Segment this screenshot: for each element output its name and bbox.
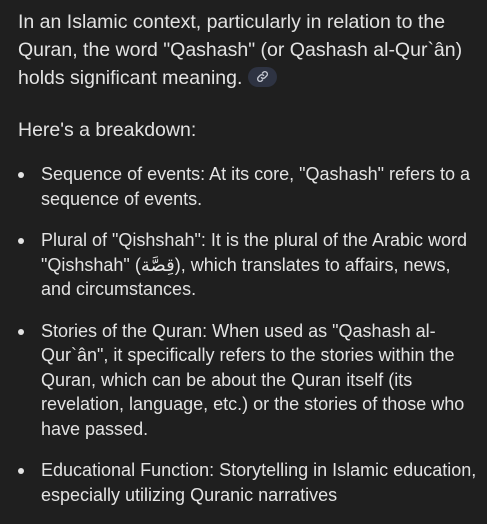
intro-text: In an Islamic context, particularly in relation to the Quran, the word "Qashash" (or Qashash al-Qur`ân) holds significant meaning. [18,11,463,89]
list-item [18,228,480,302]
link-icon [256,70,269,83]
bullet-icon [18,172,24,178]
bullet-icon [18,329,24,335]
breakdown-heading: Here's a breakdown: [18,119,197,141]
list-item [18,458,480,507]
list-item-text: Sequence of events: At its core, "Qashash" refers to a sequence of events. [41,164,471,209]
list-item [18,319,480,442]
list-item-text: Plural of "Qishshah": It is the plural of the Arabic word "Qishshah" (قِصَّة), which translates to affairs, news, and circumstances. [41,230,467,299]
bullet-icon [18,238,24,244]
list-item-text: Educational Function: Storytelling in Islamic education, especially utilizing Quranic narratives [41,460,477,505]
points-list [18,162,480,507]
bullet-icon [18,468,24,474]
response-content [18,8,480,524]
list-item [18,162,480,211]
source-link-button[interactable] [248,67,277,87]
list-item-text: Stories of the Quran: When used as "Qashash al-Qur`ân", it specifically refers to the stories within the Quran, which can be about the Quran itself (its revelation, language, etc.) or the stories of those who have passed. [41,320,465,439]
intro-paragraph [18,8,480,92]
